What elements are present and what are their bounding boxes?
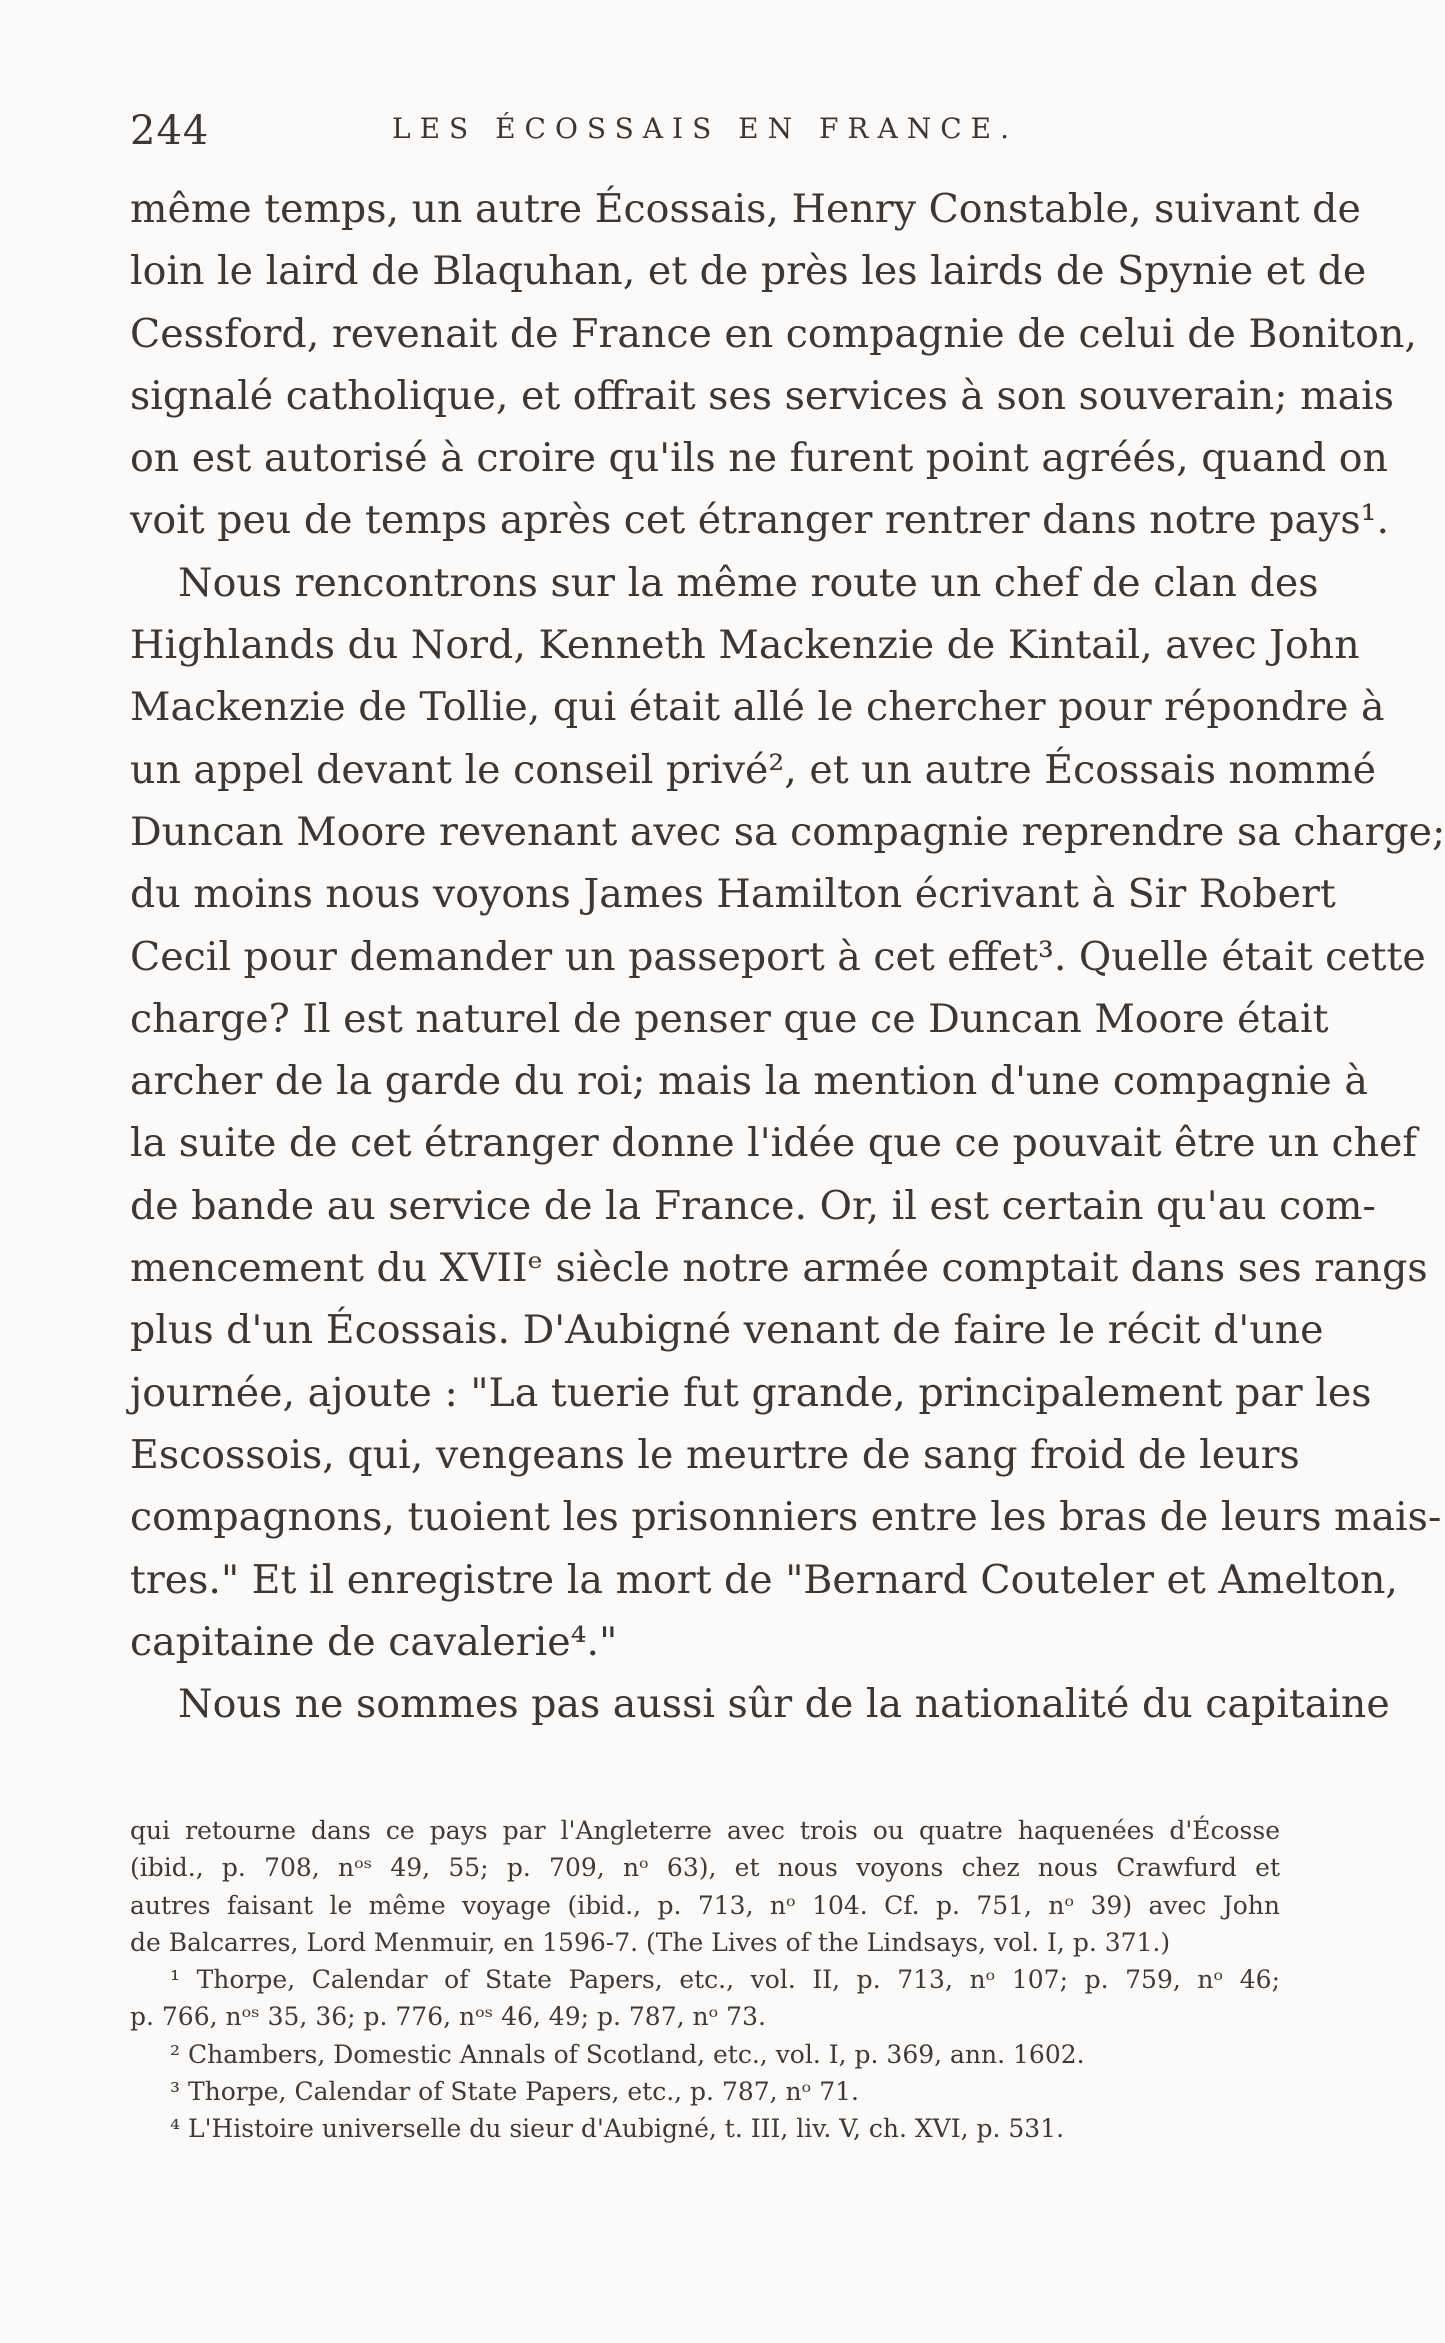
text-line: tres." Et il enregistre la mort de "Bernard Couteler et Amelton,: [130, 1556, 1398, 1603]
paragraph-start-line: Nous ne sommes pas aussi sûr de la nationalité du capitaine: [178, 1681, 1390, 1728]
text-line: plus d'un Écossais. D'Aubigné venant de faire le récit d'une: [130, 1307, 1324, 1354]
text-line: capitaine de cavalerie⁴.": [130, 1618, 618, 1665]
text-line: Highlands du Nord, Kenneth Mackenzie de Kintail, avec John: [130, 622, 1360, 669]
main-text: [130, 178, 1445, 1735]
page-number: 244: [130, 108, 210, 154]
text-line: du moins nous voyons James Hamilton écrivant à Sir Robert: [130, 871, 1336, 918]
footnote-line: autres faisant le même voyage (ibid., p. 713, nᵒ 104. Cf. p. 751, nᵒ 39) avec John: [130, 1890, 1280, 1920]
text-line: voit peu de temps après cet étranger rentrer dans notre pays¹.: [130, 497, 1390, 544]
text-line: un appel devant le conseil privé², et un autre Écossais nommé: [130, 746, 1377, 793]
text-line: charge? Il est naturel de penser que ce Duncan Moore était: [130, 995, 1329, 1042]
footnote-line: qui retourne dans ce pays par l'Angleterre avec trois ou quatre haquenées d'Écosse: [130, 1816, 1280, 1845]
footnote-3: ³ Thorpe, Calendar of State Papers, etc., p. 787, nᵒ 71.: [170, 2077, 859, 2107]
text-line: Cessford, revenait de France en compagnie de celui de Boniton,: [130, 310, 1417, 357]
footnotes: [130, 1812, 1280, 2148]
footnote-1: ¹ Thorpe, Calendar of State Papers, etc., vol. II, p. 713, nᵒ 107; p. 759, nᵒ 46;: [170, 1965, 1280, 1995]
text-line: Duncan Moore revenant avec sa compagnie reprendre sa charge;: [130, 808, 1445, 855]
text-line: journée, ajoute : "La tuerie fut grande, principalement par les: [130, 1369, 1372, 1416]
text-line: loin le laird de Blaquhan, et de près les lairds de Spynie et de: [130, 248, 1367, 295]
text-line: même temps, un autre Écossais, Henry Constable, suivant de: [130, 186, 1361, 232]
page-header: [130, 108, 1280, 158]
text-line: de bande au service de la France. Or, il est certain qu'au com-: [130, 1182, 1376, 1229]
text-line: Cecil pour demander un passeport à cet effet³. Quelle était cette: [130, 933, 1426, 980]
running-title: LES ÉCOSSAIS EN FRANCE.: [391, 112, 1018, 145]
text-line: on est autorisé à croire qu'ils ne furent point agréés, quand on: [130, 435, 1388, 482]
text-line: mencement du XVIIᵉ siècle notre armée comptait dans ses rangs: [130, 1245, 1428, 1292]
text-line: Mackenzie de Tollie, qui était allé le chercher pour répondre à: [130, 684, 1385, 731]
text-line: signalé catholique, et offrait ses services à son souverain; mais: [130, 372, 1395, 419]
footnote-line: (ibid., p. 708, nᵒˢ 49, 55; p. 709, nᵒ 63), et nous voyons chez nous Crawfurd et: [130, 1853, 1280, 1883]
paragraph-start-line: Nous rencontrons sur la même route un chef de clan des: [178, 559, 1319, 606]
text-line: archer de la garde du roi; mais la mention d'une compagnie à: [130, 1058, 1368, 1105]
text-line: Escossois, qui, vengeans le meurtre de sang froid de leurs: [130, 1431, 1300, 1478]
text-line: compagnons, tuoient les prisonniers entre les bras de leurs mais-: [130, 1494, 1442, 1541]
text-line: la suite de cet étranger donne l'idée que ce pouvait être un chef: [130, 1120, 1418, 1167]
footnote-line: p. 766, nᵒˢ 35, 36; p. 776, nᵒˢ 46, 49; p. 787, nᵒ 73.: [130, 2002, 766, 2032]
footnote-4: ⁴ L'Histoire universelle du sieur d'Aubigné, t. III, liv. V, ch. XVI, p. 531.: [170, 2114, 1065, 2144]
footnote-line: de Balcarres, Lord Menmuir, en 1596-7. (The Lives of the Lindsays, vol. I, p. 371.): [130, 1927, 1171, 1957]
footnote-2: ² Chambers, Domestic Annals of Scotland, etc., vol. I, p. 369, ann. 1602.: [170, 2039, 1085, 2069]
